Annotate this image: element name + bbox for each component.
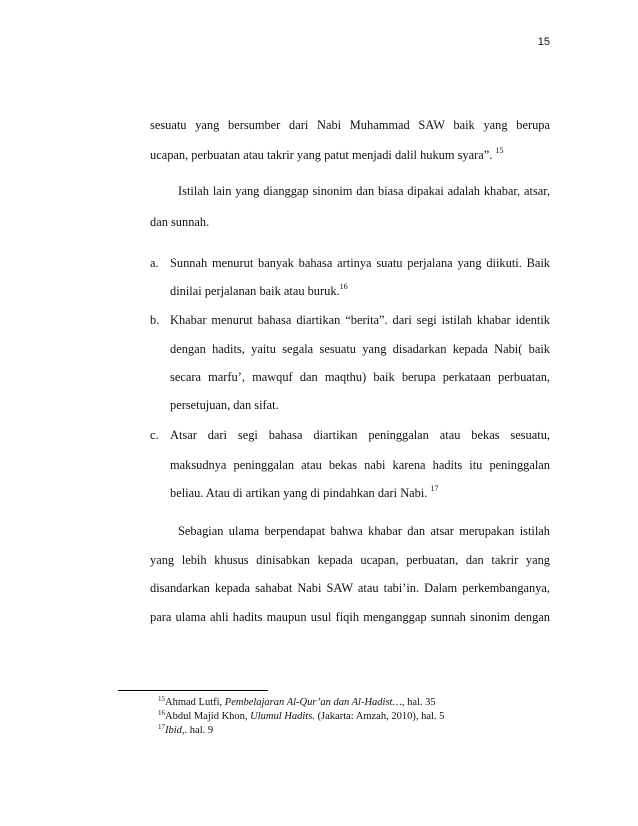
- body-line: yang lebih khusus dinisabkan kepada ucapan, perbuatan, dan takrir yang: [150, 553, 550, 567]
- footnote: [158, 697, 436, 709]
- footnote-ref: 15: [495, 146, 504, 155]
- footnote-title: Ibid,: [165, 725, 185, 736]
- footnote-ref: 16: [339, 282, 348, 291]
- footnote-author: Ahmad Lutfi,: [165, 697, 225, 708]
- body-text: ucapan, perbuatan atau takrir yang patut menjadi dalil hukum syara”.: [150, 148, 493, 162]
- list-item-b-line: dengan hadits, yaitu segala sesuatu yang disadarkan kepada Nabi( baik: [170, 342, 550, 356]
- footnote-title: Pembelajaran Al-Qur’an dan Al-Hadist…: [224, 697, 402, 708]
- list-item-b-line: Khabar menurut bahasa diartikan “berita”. dari segi istilah khabar identik: [170, 313, 550, 327]
- list-item-b-line: persetujuan, dan sifat.: [170, 398, 279, 412]
- list-marker-a: a.: [150, 256, 159, 270]
- footnote-number: 15: [158, 695, 165, 703]
- body-line: Sebagian ulama berpendapat bahwa khabar dan atsar merupakan istilah: [178, 524, 550, 538]
- list-item-a-line: [170, 284, 550, 298]
- footnote: [158, 711, 444, 723]
- list-item-a-line: Sunnah menurut banyak bahasa artinya suatu perjalana yang diikuti. Baik: [170, 256, 550, 270]
- body-line: disandarkan kepada sahabat Nabi SAW atau tabi’in. Dalam perkembanganya,: [150, 581, 550, 595]
- footnote-rest: (Jakarta: Amzah, 2010), hal. 5: [314, 711, 445, 722]
- footnote-number: 17: [158, 723, 165, 731]
- body-text: dinilai perjalanan baik atau buruk.: [170, 284, 340, 298]
- body-line: sesuatu yang bersumber dari Nabi Muhammad SAW baik yang berupa: [150, 118, 550, 132]
- page-number: 15: [537, 36, 550, 48]
- body-line: dan sunnah.: [150, 215, 210, 229]
- footnote-author: Abdul Majid Khon,: [165, 711, 251, 722]
- footnote-rest: . hal. 9: [184, 725, 214, 736]
- body-line: para ulama ahli hadits maupun usul fiqih menganggap sunnah sinonim dengan: [150, 610, 550, 624]
- footnote-separator: [118, 690, 268, 691]
- body-line: Istilah lain yang dianggap sinonim dan biasa dipakai adalah khabar, atsar,: [178, 184, 550, 198]
- list-marker-c: c.: [150, 428, 159, 442]
- body-text: beliau. Atau di artikan yang di pindahkan dari Nabi.: [170, 486, 428, 500]
- list-item-c-line: Atsar dari segi bahasa diartikan peninggalan atau bekas sesuatu,: [170, 428, 550, 442]
- list-item-c-line: [170, 486, 550, 500]
- footnote-rest: , hal. 35: [401, 697, 436, 708]
- footnote-number: 16: [158, 709, 165, 717]
- body-line: [150, 148, 550, 162]
- list-marker-b: b.: [150, 313, 160, 327]
- list-item-b-line: secara marfu’, mawquf dan maqthu) baik berupa perkataan perbuatan,: [170, 370, 550, 384]
- footnote-ref: 17: [430, 484, 439, 493]
- footnote-title: Ulumul Hadits.: [250, 711, 315, 722]
- footnote: [158, 725, 213, 737]
- list-item-c-line: maksudnya peninggalan atau bekas nabi karena hadits itu peninggalan: [170, 458, 550, 472]
